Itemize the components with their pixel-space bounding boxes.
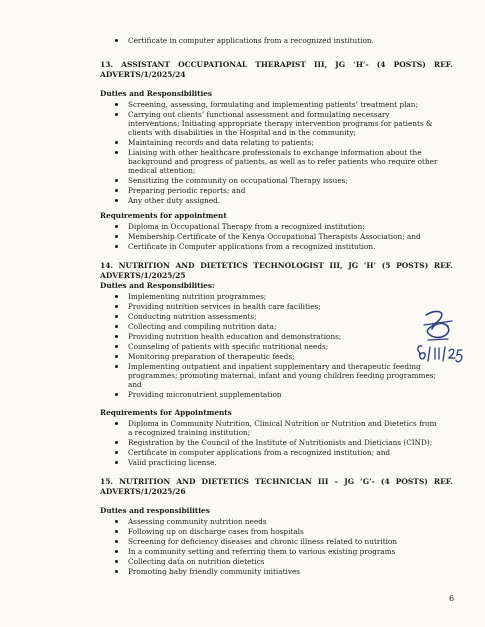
list-item: Registration by the Council of the Institute of Nutritionists and Dieticians (CIND); [128, 438, 433, 447]
list-item: Assessing community nutrition needs [128, 517, 267, 526]
subsection-title: Requirements for appointment [100, 211, 227, 220]
subsection-title: Duties and Responsibilities: [100, 281, 215, 290]
list-item: Collecting and compiling nutrition data; [128, 322, 277, 331]
section-heading: 13. ASSISTANT OCCUPATIONAL THERAPIST III, JG ‘H’- (4 POSTS) REF. [100, 60, 453, 69]
list-item: Diploma in Community Nutrition, Clinical Nutrition or Nutrition and Dietetics from [128, 419, 437, 428]
list-item-cont: a recognized training institution; [128, 428, 251, 437]
list-item: Preparing periodic reports; and [128, 186, 246, 195]
list-item: Valid practicing license. [128, 458, 217, 467]
list-item: Sensitizing the community on occupational Therapy issues; [128, 176, 348, 185]
list-item: Screening for deficiency diseases and chronic illness related to nutrition [128, 537, 398, 546]
list-item: Carrying out clients’ functional assessment and formulating necessary [128, 110, 390, 119]
list-item: Liaising with other healthcare professionals to exchange information about the [128, 148, 422, 157]
list-item: Providing nutrition health education and demonstrations; [128, 332, 342, 341]
subsection-title: Duties and responsibilities [100, 506, 210, 515]
list-item: Diploma in Occupational Therapy from a recognized institution; [128, 222, 365, 231]
page-number: 6 [449, 594, 455, 603]
list-item: Membership Certificate of the Kenya Occupational Therapists Association; and [128, 232, 421, 241]
section-ref: ADVERTS/1/2025/25 [100, 271, 186, 280]
handwritten-signature [412, 305, 474, 367]
list-item: Counseling of patients with specific nutritional needs; [128, 342, 329, 351]
list-item: Collecting data on nutrition dietetics [128, 557, 265, 566]
subsection-title: Duties and Responsibilities [100, 89, 213, 98]
list-item: Certificate in computer applications from a recognized institution. [128, 36, 374, 45]
list-item: Screening, assessing, formulating and implementing patients’ treatment plan; [128, 100, 418, 109]
list-item-cont: medical attention; [128, 166, 196, 175]
list-item-cont: and [128, 380, 142, 389]
list-item: Monitoring preparation of therapeutic feeds; [128, 352, 295, 361]
list-item: Certificate in Computer applications from a recognized institution. [128, 242, 376, 251]
list-item: In a community setting and referring them to various existing programs [128, 547, 396, 556]
section-heading: 15. NUTRITION AND DIETETICS TECHNICIAN III – JG ‘G’- (4 POSTS) REF. [100, 477, 453, 486]
list-item: Promoting baby friendly community initiatives [128, 567, 301, 576]
list-item-cont: interventions; Initiating appropriate therapy intervention programs for patients & [128, 119, 433, 128]
list-item: Implementing outpatient and inpatient supplementary and therapeutic feeding [128, 362, 421, 371]
list-item: Implementing nutrition programmes; [128, 292, 267, 301]
list-item-cont: background and progress of patients, as well as to refer patients who require other [128, 157, 438, 166]
list-item: Any other duty assigned. [128, 196, 221, 205]
list-item: Certificate in computer applications from a recognized institution; and [128, 448, 391, 457]
list-item: Maintaining records and data relating to patients; [128, 138, 314, 147]
list-item: Following up on discharge cases from hospitals [128, 527, 304, 536]
list-item-cont: programmes; promoting maternal, infant and young children feeding programmes; [128, 371, 436, 380]
list-item: Providing micronutrient supplementation [128, 390, 282, 399]
subsection-title: Requirements for Appointments [100, 408, 232, 417]
section-ref: ADVERTS/1/2025/24 [100, 70, 186, 79]
list-item: Providing nutrition services in health care facilities; [128, 302, 321, 311]
list-item: Conducting nutrition assessments; [128, 312, 257, 321]
list-item-cont: clients with disabilities in the Hospital and in the community; [128, 128, 357, 137]
section-heading: 14. NUTRITION AND DIETETICS TECHNOLOGIST III, JG ‘H’ (5 POSTS) REF. [100, 261, 453, 270]
section-ref: ADVERTS/1/2025/26 [100, 487, 186, 496]
